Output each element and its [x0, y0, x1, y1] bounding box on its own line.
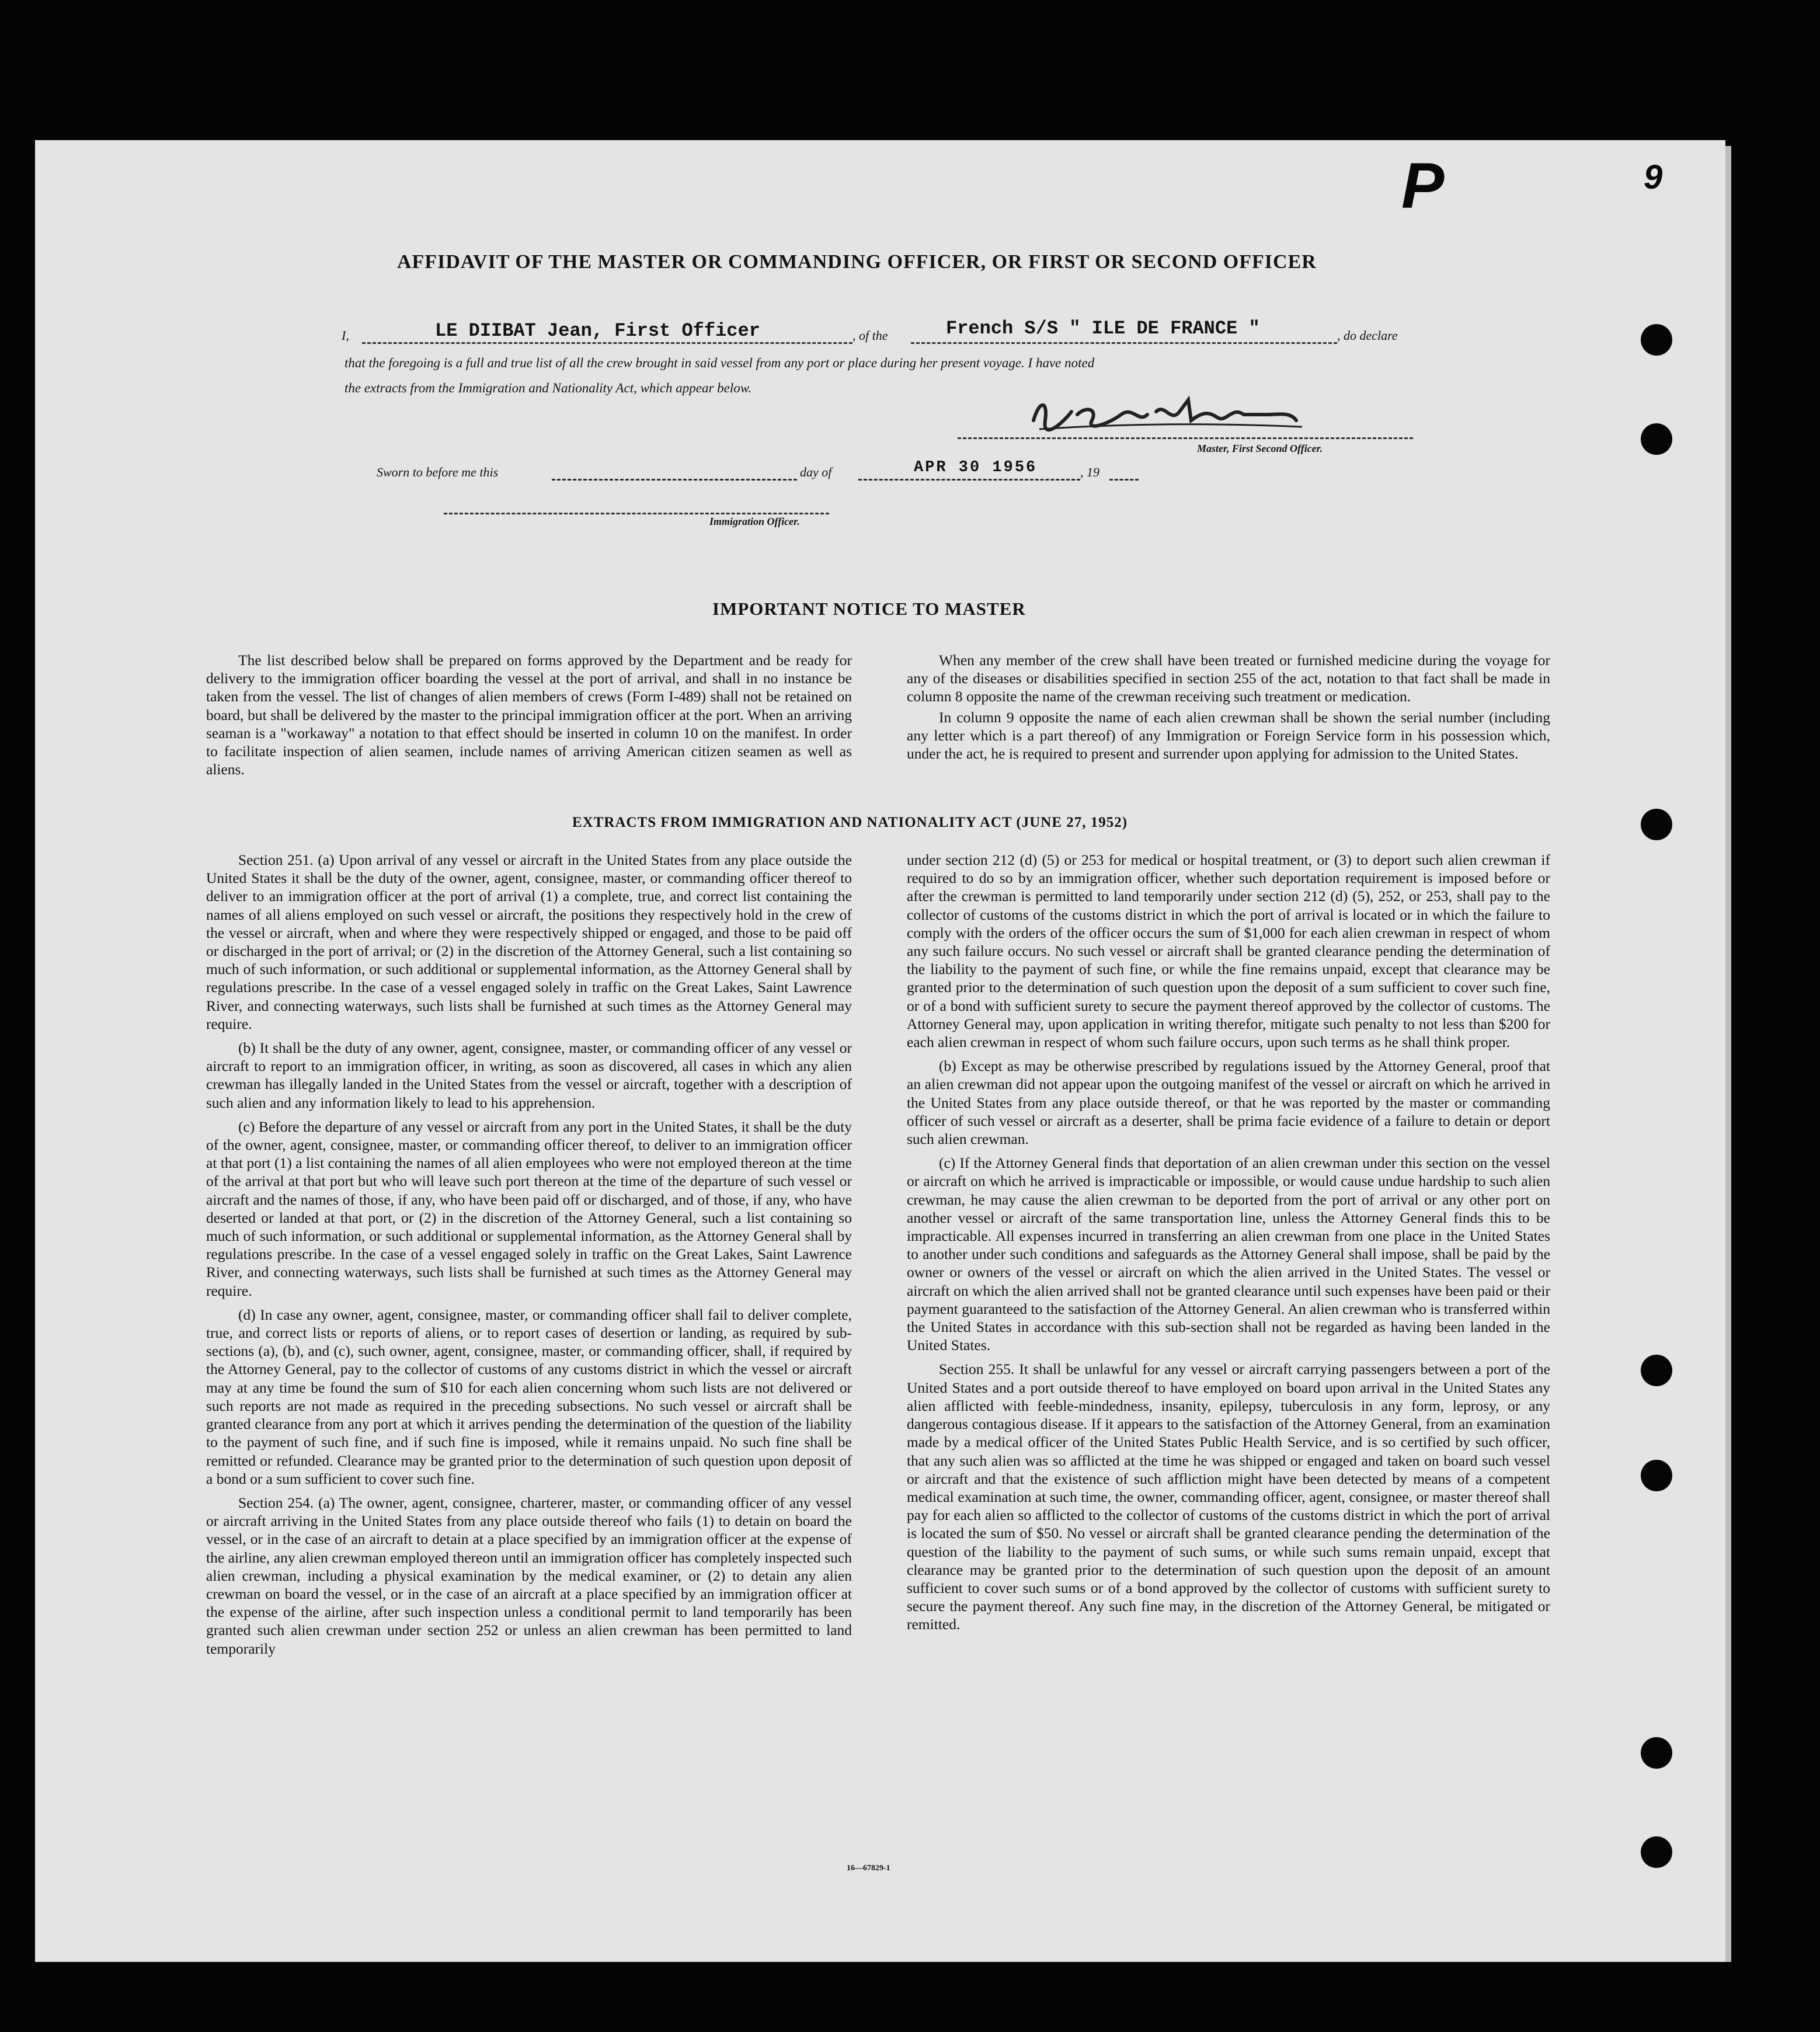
notice-heading: IMPORTANT NOTICE TO MASTER: [712, 599, 1026, 619]
binder-hole: [1641, 1355, 1672, 1386]
notice-left-column: [206, 651, 852, 784]
section-254-b: (b) Except as may be otherwise prescribed by regulations issued by the Attorney General, proof that an alien crewman did not appear upon the outgoing manifest of the vessel or aircraft on which he arrived in the United States from any place outside thereof, or that he was reported by the master or commanding officer of such vessel or aircraft as a deserter, shall be prima facie evidence of a failure to detain or deport such alien crewman.: [907, 1057, 1550, 1148]
notice-right-paragraph-1: When any member of the crew shall have been treated or furnished medicine during the voyage for any of the diseases or disabilities specified in section 255 of the act, notation to that fact shall be made in column 8 opposite the name of the crewman receiving such treatment or medication.: [907, 652, 1550, 705]
notice-right-column: [907, 651, 1550, 768]
declaration-of-the-label: , of the: [852, 328, 888, 343]
declaration-line-2: that the foregoing is a full and true list of all the crew brought in said vessel from any port or place during her present voyage. I have noted: [344, 356, 1095, 370]
handwritten-corner-mark: P: [1401, 150, 1445, 222]
sworn-label: Sworn to before me this: [377, 465, 499, 479]
declaration-i-label: I,: [342, 328, 349, 343]
binder-hole: [1641, 1836, 1672, 1868]
affidavit-heading: AFFIDAVIT OF THE MASTER OR COMMANDING OFFICER, OR FIRST OR SECOND OFFICER: [397, 251, 1317, 273]
section-251-d: (d) In case any owner, agent, consignee, master, or commanding officer shall fail to deliver complete, true, and correct lists or reports of aliens, or to report cases of desertion or landing, as required by sub-sections (a), (b), and (c), such owner, agent, consignee, master, or commanding officer, shall, if required by the Attorney General, pay to the collector of customs of any customs district in which the vessel or aircraft may at any time be found the sum of $10 for each alien concerning whom such lists are not delivered or such reports are not made as required in the preceding subsections. No such vessel or aircraft shall be granted clearance from any port at which it arrives pending the determination of the question of the liability to the payment of such fine, and if such fine is imposed, while it remains unpaid. No such fine shall be remitted or refunded. Clearance may be granted prior to the determination of such question upon deposit of a bond or a sum sufficient to cover such fine.: [206, 1306, 852, 1487]
declarant-name-field: [362, 320, 852, 344]
signature-caption: Master, First Second Officer.: [1197, 443, 1323, 454]
binder-hole: [1641, 1737, 1672, 1769]
year-field: [1109, 462, 1139, 481]
sheet-edge: [1725, 146, 1731, 1962]
officer-signature: [1022, 388, 1325, 435]
vessel-name-field: [911, 318, 1337, 344]
section-254-a-continued: under section 212 (d) (5) or 253 for medical or hospital treatment, or (3) to deport such alien crewman if required to do so by an immigration officer, whether such deportation requirement is imposed before or after the crewman is permitted to land temporarily under section 212 (d) (5), 252, or 253, shall pay to the collector of customs of the customs district in which the port of arrival is located or in which the failure to comply with the orders of the officer occurs the sum of $1,000 for each alien crewman in respect of whom any such failure occurs. No such vessel or aircraft shall be granted clearance pending the determination of the liability to the payment of such fine, or while the fine remains unpaid, except that clearance may be granted prior to the determination of such question upon the deposit of a sum sufficient to cover such fine, or of a bond with sufficient surety to secure the payment thereof approved by the collector of customs. The Attorney General may, upon application in writing therefor, mitigate such penalty to not less than $200 for each alien crewman in respect of whom such failure occurs, upon such terms as he shall think proper.: [907, 851, 1550, 1051]
immigration-officer-caption: Immigration Officer.: [709, 516, 800, 527]
vessel-name: French S/S " ILE DE FRANCE ": [946, 318, 1260, 339]
binder-hole: [1641, 809, 1672, 840]
immigration-officer-line: [444, 501, 829, 514]
section-251-c: (c) Before the departure of any vessel or aircraft from any port in the United States, it shall be the duty of the owner, agent, consignee, master, or commanding officer thereof, to deliver to an immigration officer at that port (1) a list containing the names of all alien employees who were not employed thereon at the time of the arrival at that port but who will leave such port thereon at the time of the departure of such vessel or aircraft and the names of those, if any, who have been paid off or discharged, and of those, if any, who have deserted or landed at that port, or (2) in the discretion of the Attorney General, such a list containing so much of such information, or such additional or supplemental information, as the Attorney General shall by regulations prescribe. In the case of a vessel engaged solely in traffic on the Great Lakes, Saint Lawrence River, and connecting waterways, such lists shall be furnished at such times as the Attorney General may require.: [206, 1118, 852, 1299]
declarant-name: LE DIIBAT Jean, First Officer: [435, 320, 760, 342]
section-254-a: Section 254. (a) The owner, agent, consignee, charterer, master, or commanding officer of any vessel or aircraft arriving in the United States from any place outside thereof who fails (1) to detain on board the vessel, or in the case of an aircraft to detain at a place specified by an immigration officer at the expense of the airline, any alien crewman employed thereon until an immigration officer has completely inspected such alien crewman, including a physical examination by the medical examiner, or (2) to detain any alien crewman on board the vessel, or in the case of an aircraft at a place specified by an immigration officer at the expense of the airline, after such inspection unless a conditional permit to land temporarily has been granted such alien crewman under section 252 or unless an alien crewman has been permitted to land temporarily: [206, 1494, 852, 1657]
signature-line: [958, 435, 1413, 439]
section-255: Section 255. It shall be unlawful for any vessel or aircraft carrying passengers between a port of the United States and a port outside thereof to have employed on board upon arrival in the United States any alien afflicted with feeble-mindedness, insanity, epilepsy, tuberculosis in any form, leprosy, or any dangerous contagious disease. If it appears to the satisfaction of the Attorney General, from an examination made by a medical officer of the United States Public Health Service, and is so certified by such officer, that any such alien was so afflicted at the time he was shipped or engaged and taken on board such vessel or aircraft and that the existence of such affliction might have been detected by means of a competent medical examination at such time, the owner, commanding officer, agent, consignee, or master thereof shall pay for each alien so afflicted to the collector of customs of the customs district in which the port of arrival is located the sum of $50. No vessel or aircraft shall be granted clearance pending the determination of the question of the liability to the payment of such sums, or while such sums remain unpaid, except that clearance may be granted prior to the determination of such question upon the deposit of an amount sufficient to cover such sums or of a bond approved by the collector of customs with sufficient surety to secure the payment thereof. Any such fine may, in the discretion of the Attorney General, be mitigated or remitted.: [907, 1361, 1550, 1633]
section-254-c: (c) If the Attorney General finds that deportation of an alien crewman under this section on the vessel or aircraft on which he arrived is impracticable or impossible, or would cause undue hardship to such alien crewman, he may cause the alien crewman to be deported from the port of arrival or any other port on another vessel or aircraft of the same transportation line, unless the Attorney General finds this to be impracticable. All expenses incurred in transferring an alien crewman from one place in the United States to another under such conditions and safeguards as the Attorney General shall impose, shall be paid by the owner or owners of the vessel or aircraft on which the alien arrived in the United States. The vessel or aircraft on which the alien arrived shall not be granted clearance until such expenses have been paid or their payment guaranteed to the satisfaction of the Attorney General. An alien crewman who is transferred within the United States in accordance with this sub-section shall not be regarded as having been landed in the United States.: [907, 1154, 1550, 1354]
form-code: 16—67829-1: [847, 1864, 890, 1873]
date-stamp: APR 30 1956: [914, 459, 1038, 476]
declaration-do-declare-label: , do declare: [1337, 328, 1398, 343]
corner-page-number: 9: [1644, 158, 1663, 196]
extracts-heading: EXTRACTS FROM IMMIGRATION AND NATIONALITY ACT (JUNE 27, 1952): [572, 815, 1128, 830]
sworn-date-field: [858, 459, 1080, 481]
binder-hole: [1641, 324, 1672, 356]
declaration-line-3: the extracts from the Immigration and Nationality Act, which appear below.: [344, 381, 752, 395]
sworn-day-field: [552, 462, 797, 481]
section-251-a: Section 251. (a) Upon arrival of any vessel or aircraft in the United States from any place outside the United States it shall be the duty of the owner, agent, consignee, master, or commanding officer thereof to deliver to an immigration officer at the port of arrival (1) a complete, true, and correct list containing the names of all aliens employed on such vessel or aircraft, the positions they respectively hold in the crew of the vessel or aircraft, when and where they were respectively shipped or engaged, and those to be paid off or discharged in the port of arrival; or (2) in the discretion of the Attorney General, such a list containing so much of such information, or such additional or supplemental information, as the Attorney General shall by regulations prescribe. In the case of a vessel engaged solely in traffic on the Great Lakes, Saint Lawrence River, and connecting waterways, such lists shall be furnished at such times as the Attorney General may require.: [206, 851, 852, 1032]
section-251-b: (b) It shall be the duty of any owner, agent, consignee, master, or commanding officer of any vessel or aircraft to report to an immigration officer, in writing, as soon as discovered, all cases in which any alien crewman has illegally landed in the United States from the vessel or aircraft, together with a description of such alien and any information likely to lead to his apprehension.: [206, 1039, 852, 1111]
binder-hole: [1641, 423, 1672, 455]
notice-left-paragraph: The list described below shall be prepared on forms approved by the Department and be ready for delivery to the immigration officer boarding the vessel at the port of arrival, and shall in no instance be taken from the vessel. The list of changes of alien members of crews (Form I-489) shall not be retained on board, but shall be delivered by the master to the principal immigration officer at the port. When an arriving seaman is a "workaway" a notation to that effect should be inserted in column 10 on the manifest. In order to facilitate inspection of alien seamen, include names of arriving American citizen seamen as well as aliens.: [206, 652, 852, 778]
year-label: , 19: [1080, 465, 1099, 479]
binder-hole: [1641, 1460, 1672, 1491]
day-of-label: day of: [800, 465, 832, 479]
extracts-right-column: [907, 851, 1550, 1640]
notice-right-paragraph-2: In column 9 opposite the name of each alien crewman shall be shown the serial number (including any letter which is a part thereof) of any Immigration or Foreign Service form in his possession which, under the act, he is required to present and surrender upon applying for admission to the United States.: [907, 708, 1550, 763]
extracts-left-column: [206, 851, 852, 1664]
